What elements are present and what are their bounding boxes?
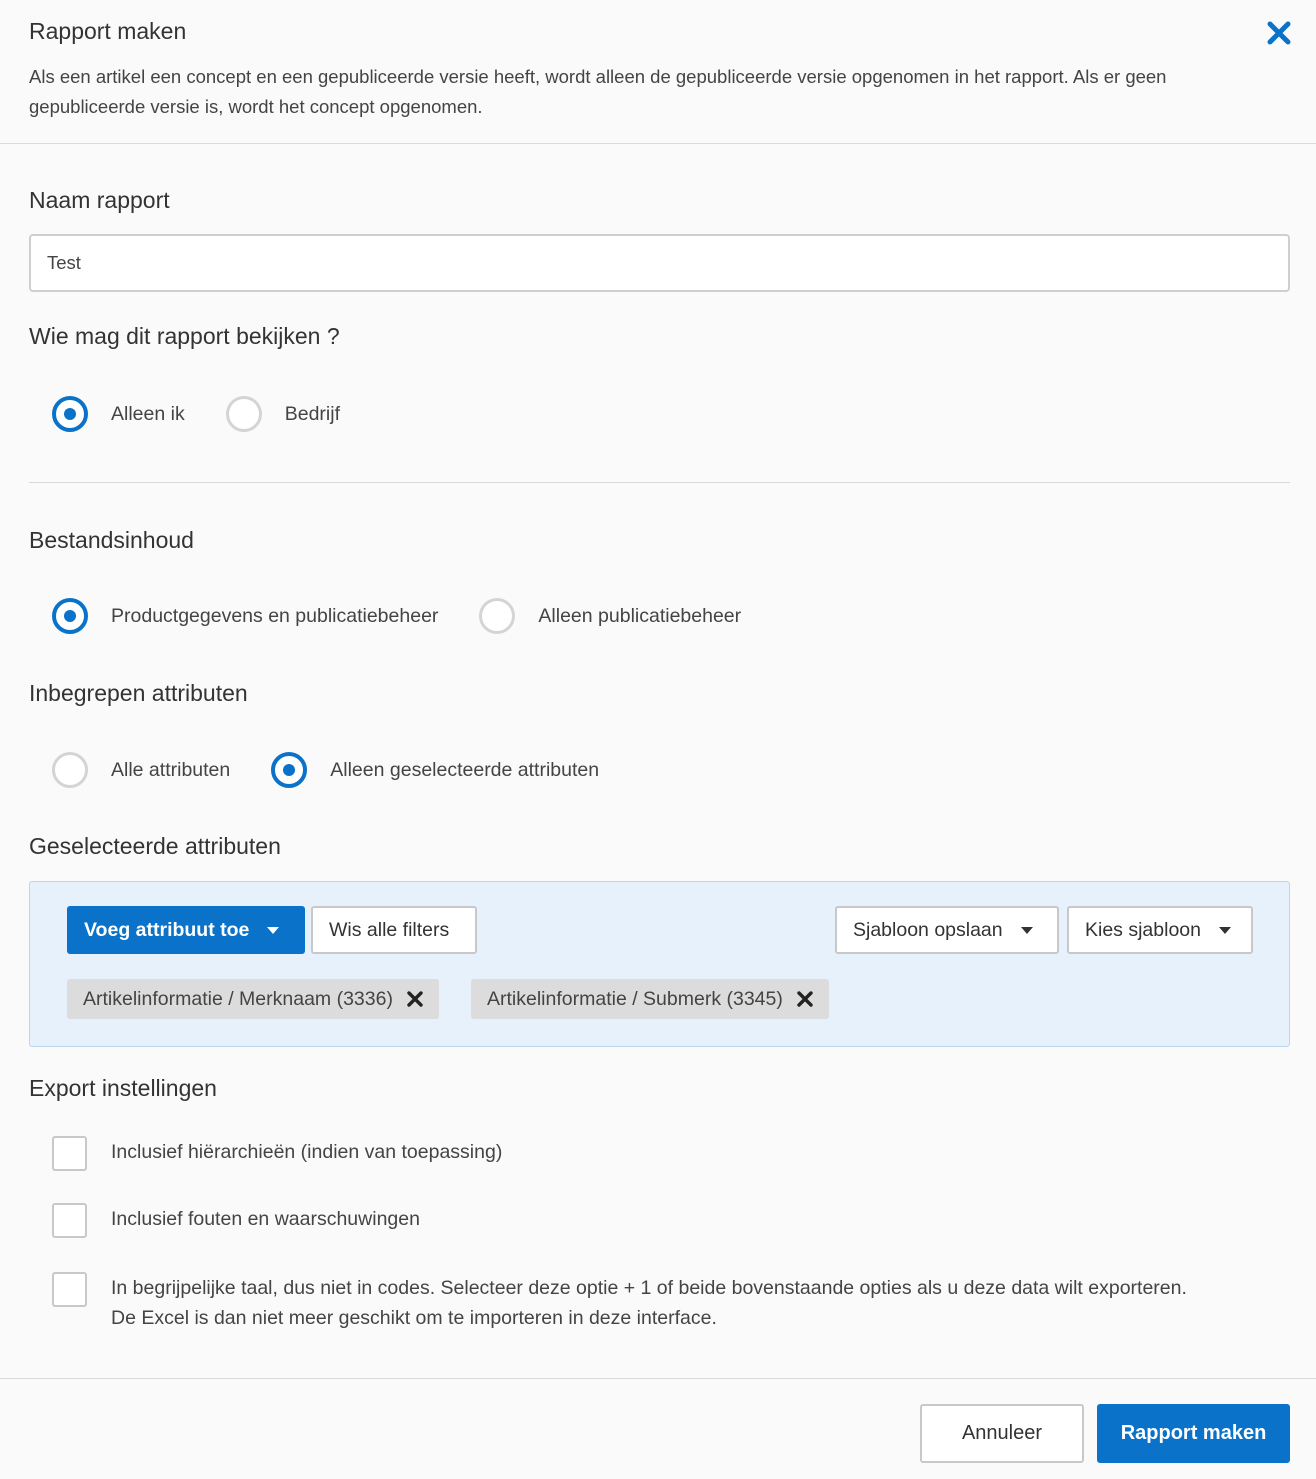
caret-down-icon: [1219, 927, 1231, 934]
selected-attributes-label: Geselecteerde attributen: [29, 833, 281, 859]
attribute-chip: [471, 979, 829, 1019]
radio-label: Alleen publicatiebeheer: [538, 604, 742, 627]
export-settings-label: Export instellingen: [29, 1075, 217, 1101]
checkbox-label: Inclusief hiërarchieën (indien van toepassing): [111, 1141, 503, 1163]
remove-chip-icon[interactable]: [407, 991, 423, 1007]
dialog-header: [0, 0, 1316, 144]
remove-chip-icon[interactable]: [797, 991, 813, 1007]
create-report-button[interactable]: Rapport maken: [1097, 1404, 1290, 1463]
radio-publication-only[interactable]: [479, 598, 741, 634]
export-option-readable-language[interactable]: [52, 1272, 1187, 1333]
export-option-errors-warnings[interactable]: [52, 1203, 420, 1238]
radio-product-data-and-publication[interactable]: [52, 598, 438, 634]
checkbox-label: [111, 1273, 1187, 1333]
radio-selected-attributes[interactable]: [271, 752, 599, 788]
attribute-chip: [67, 979, 439, 1019]
dialog-description: Als een artikel een concept en een gepubliceerde versie heeft, wordt alleen de gepubliceerde versie opgenomen in het rapport. Als er geen gepubliceerde versie is, wordt het concept opgenomen.: [29, 66, 1167, 117]
close-button[interactable]: [1264, 18, 1294, 48]
included-attributes-radio-group: [52, 750, 599, 790]
attribute-chip-label: Artikelinformatie / Submerk (3345): [487, 987, 783, 1010]
clear-filters-label: Wis alle filters: [329, 918, 450, 941]
section-divider: [29, 482, 1290, 483]
caret-down-icon: [267, 927, 279, 934]
close-icon: [1264, 18, 1294, 48]
checkbox-label-line: De Excel is dan niet meer geschikt om te importeren in deze interface.: [111, 1307, 717, 1329]
footer-divider: [0, 1378, 1316, 1379]
file-content-radio-group: [52, 596, 741, 636]
radio-button-checked[interactable]: [52, 598, 88, 634]
attribute-chip-label: Artikelinformatie / Merknaam (3336): [83, 987, 393, 1010]
add-attribute-button[interactable]: [67, 906, 305, 954]
choose-template-label: Kies sjabloon: [1085, 918, 1201, 941]
caret-down-icon: [1021, 927, 1033, 934]
checkbox-label-line: In begrijpelijke taal, dus niet in codes. Selecteer deze optie + 1 of beide bovenstaande opties als u deze data wilt exporteren.: [111, 1277, 1187, 1299]
report-name-label: Naam rapport: [29, 187, 170, 213]
radio-button-unchecked[interactable]: [52, 752, 88, 788]
clear-filters-button[interactable]: [311, 906, 477, 954]
radio-label: Alleen geselecteerde attributen: [330, 758, 600, 781]
cancel-button[interactable]: Annuleer: [920, 1404, 1084, 1463]
dialog-title: Rapport maken: [29, 18, 187, 44]
checkbox[interactable]: [52, 1203, 87, 1238]
save-template-label: Sjabloon opslaan: [853, 918, 1003, 941]
choose-template-button[interactable]: [1067, 906, 1253, 954]
export-option-hierarchies[interactable]: [52, 1136, 502, 1171]
radio-button-unchecked[interactable]: [479, 598, 515, 634]
visibility-radio-group: [52, 394, 340, 434]
add-attribute-label: Voeg attribuut toe: [84, 918, 250, 941]
radio-label: Alleen ik: [111, 402, 185, 425]
radio-label: Bedrijf: [284, 402, 340, 425]
radio-button-checked[interactable]: [271, 752, 307, 788]
radio-only-me[interactable]: [52, 396, 185, 432]
checkbox-label: Inclusief fouten en waarschuwingen: [111, 1208, 420, 1230]
selected-attributes-panel: [29, 881, 1290, 1047]
file-content-label: Bestandsinhoud: [29, 527, 194, 553]
radio-label: Productgegevens en publicatiebeheer: [111, 604, 439, 627]
radio-company[interactable]: [226, 396, 340, 432]
checkbox[interactable]: [52, 1272, 87, 1307]
radio-label: Alle attributen: [111, 758, 231, 781]
report-name-input[interactable]: [29, 234, 1290, 292]
radio-all-attributes[interactable]: [52, 752, 230, 788]
checkbox[interactable]: [52, 1136, 87, 1171]
radio-button-unchecked[interactable]: [226, 396, 262, 432]
visibility-label: Wie mag dit rapport bekijken ?: [29, 323, 340, 349]
save-template-button[interactable]: [835, 906, 1059, 954]
radio-button-checked[interactable]: [52, 396, 88, 432]
included-attributes-label: Inbegrepen attributen: [29, 680, 248, 706]
